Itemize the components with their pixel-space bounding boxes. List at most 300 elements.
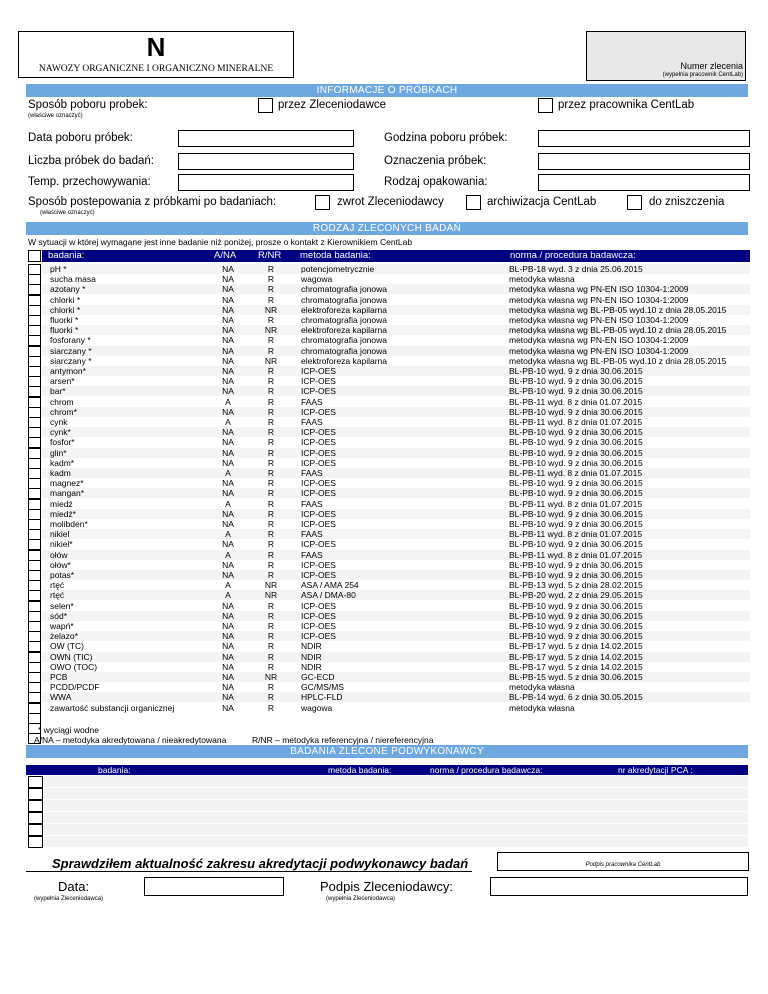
cell-method: FAAS <box>301 468 323 478</box>
cell-norm: metodyka własna <box>509 702 575 713</box>
cell-test: cynk <box>50 417 68 427</box>
cell-test: PCB <box>50 672 68 682</box>
sampling-time-field[interactable] <box>538 130 750 147</box>
sample-count-label: Liczba próbek do badań: <box>28 155 154 167</box>
cell-method: wagowa <box>301 702 333 713</box>
subcontract-row[interactable] <box>44 824 748 835</box>
staff-signature-note: Podpis pracownika CentLab <box>585 862 661 868</box>
cell-ana: NA <box>222 478 234 489</box>
table-row <box>42 488 750 498</box>
subcontract-checkbox[interactable] <box>28 800 43 812</box>
cell-ana: NA <box>222 559 234 570</box>
cell-ana: NA <box>222 386 234 397</box>
cell-method: NDIR <box>301 651 322 662</box>
cell-norm: metodyka własna <box>509 274 575 285</box>
date-note: (wypełnia Zleceniodawca) <box>34 896 104 902</box>
cell-norm: BL-PB-11 wyd. 8 z dnia 01.07.2015 <box>509 529 643 540</box>
cell-norm: BL-PB-10 wyd. 9 z dnia 30.06.2015 <box>509 457 643 468</box>
subcontract-checkbox[interactable] <box>28 824 43 836</box>
table-row <box>42 601 750 611</box>
cell-method: ASA / AMA 254 <box>301 580 359 591</box>
cell-test: chlorki * <box>50 304 81 315</box>
table-row <box>42 468 750 478</box>
cell-norm: BL-PB-11 wyd. 8 z dnia 01.07.2015 <box>509 468 643 478</box>
cell-test: miedź* <box>50 508 76 519</box>
cell-norm: BL-PB-10 wyd. 9 z dnia 30.06.2015 <box>509 519 643 529</box>
cell-method: ICP-OES <box>301 386 336 397</box>
cell-norm: BL-PB-11 wyd. 8 z dnia 01.07.2015 <box>509 417 643 427</box>
signature-label: Podpis Zleceniodawcy: <box>320 879 453 894</box>
cell-test: sód* <box>50 610 68 621</box>
cell-rnr: R <box>267 335 275 346</box>
cell-test: sucha masa <box>50 274 96 285</box>
sub-header-norm: norma / procedura badawcza: <box>430 765 543 775</box>
form-title: NAWOZY ORGANICZNE I ORGANICZNO MINERALNE <box>38 64 274 74</box>
cell-rnr: R <box>267 478 275 489</box>
table-row <box>42 458 750 468</box>
subcontract-checkbox[interactable] <box>28 812 43 824</box>
cell-test: glin* <box>50 447 67 458</box>
cell-rnr: R <box>267 631 275 642</box>
cell-ana: A <box>225 396 231 407</box>
cell-norm: BL-PB-15 wyd. 5 z dnia 30.06.2015 <box>509 672 643 682</box>
cell-ana: NA <box>222 274 234 285</box>
client-sampling-label: przez Zleceniodawce <box>278 99 387 111</box>
signature-field[interactable] <box>490 877 748 896</box>
cell-norm: BL-PB-13 wyd. 5 z dnia 28.02.2015 <box>509 580 643 591</box>
cell-test: siarczany * <box>50 355 92 366</box>
cell-method: chromatografia jonowa <box>301 335 387 346</box>
table-row <box>42 366 750 376</box>
cell-ana: NA <box>222 661 234 672</box>
cell-method: FAAS <box>301 417 323 427</box>
cell-norm: BL-PB-10 wyd. 9 z dnia 30.06.2015 <box>509 539 643 550</box>
cell-ana: NA <box>222 325 234 336</box>
cell-norm: metodyka własna wg BL-PB-05 wyd.10 z dnia 28.05.2015 <box>509 304 727 315</box>
cell-ana: A <box>225 498 231 509</box>
cell-method: ICP-OES <box>301 600 336 611</box>
sampling-method-label: Sposób poboru probek: <box>28 99 148 111</box>
cell-ana: A <box>225 417 231 427</box>
cell-rnr: NR <box>264 325 278 336</box>
cell-rnr: R <box>267 549 275 560</box>
cell-ana: NA <box>222 345 234 356</box>
cell-test: azotany * <box>50 284 86 295</box>
cell-rnr: R <box>267 570 275 580</box>
cell-ana: NA <box>222 457 234 468</box>
tests-table-header <box>42 250 750 262</box>
cell-method: ICP-OES <box>301 427 336 438</box>
header-test: badania: <box>48 250 85 261</box>
cell-rnr: NR <box>264 672 278 682</box>
cell-method: ICP-OES <box>301 447 336 458</box>
cell-rnr: R <box>267 427 275 438</box>
cell-ana: NA <box>222 539 234 550</box>
cell-rnr: NR <box>264 590 278 601</box>
cell-norm: BL-PB-11 wyd. 8 z dnia 01.07.2015 <box>509 396 643 407</box>
footnote-rnr: R/NR – metodyka referencyjna / niereferencyjna <box>252 735 434 745</box>
table-row <box>42 274 750 284</box>
cell-ana: NA <box>222 427 234 438</box>
table-row <box>42 560 750 570</box>
cell-test: chlorki * <box>50 294 81 305</box>
table-row <box>42 437 750 447</box>
cell-ana: NA <box>222 437 234 448</box>
cell-test: żelazo* <box>50 631 78 642</box>
cell-test: arsen* <box>50 376 75 387</box>
cell-rnr: R <box>267 406 275 417</box>
cell-method: ICP-OES <box>301 437 336 448</box>
cell-norm: metodyka własna wg PN-EN ISO 10304-1:2009 <box>509 284 689 295</box>
sample-marks-field[interactable] <box>538 153 750 170</box>
cell-method: FAAS <box>301 396 323 407</box>
cell-test: chrom* <box>50 406 77 417</box>
cell-norm: metodyka własna <box>509 682 575 693</box>
cell-ana: NA <box>222 447 234 458</box>
table-row <box>42 397 750 407</box>
header-ana: A/NA <box>214 250 237 261</box>
table-row <box>42 448 750 458</box>
cell-norm: BL-PB-10 wyd. 9 z dnia 30.06.2015 <box>509 376 643 387</box>
cell-test: OW (TC) <box>50 641 84 652</box>
cell-rnr: R <box>267 457 275 468</box>
cell-method: FAAS <box>301 529 323 540</box>
cell-method: elektroforeza kapilarna <box>301 325 387 336</box>
header-method: metoda badania: <box>300 250 371 261</box>
cell-ana: NA <box>222 702 234 713</box>
cell-method: ICP-OES <box>301 559 336 570</box>
cell-norm: BL-PB-10 wyd. 9 z dnia 30.06.2015 <box>509 488 643 499</box>
return-label: zwrot Zleceniodawcy <box>337 196 444 208</box>
cell-rnr: R <box>267 519 275 529</box>
table-row <box>42 478 750 488</box>
cell-norm: BL-PB-10 wyd. 9 z dnia 30.06.2015 <box>509 600 643 611</box>
cell-rnr: R <box>267 600 275 611</box>
cell-ana: NA <box>222 376 234 387</box>
signature-note: (wypełnia Zleceniodawca) <box>326 896 396 902</box>
table-row <box>42 611 750 621</box>
cell-norm: BL-PB-14 wyd. 6 z dnia 30.05.2015 <box>509 692 643 703</box>
table-row <box>42 386 750 396</box>
cell-method: ICP-OES <box>301 508 336 519</box>
staff-sampling-checkbox[interactable] <box>538 98 553 113</box>
table-row <box>42 499 750 509</box>
cell-rnr: R <box>267 508 275 519</box>
cell-norm: metodyka własna wg BL-PB-05 wyd.10 z dnia 28.05.2015 <box>509 355 727 366</box>
cell-rnr: NR <box>264 580 278 591</box>
cell-norm: BL-PB-10 wyd. 9 z dnia 30.06.2015 <box>509 508 643 519</box>
cell-method: ICP-OES <box>301 519 336 529</box>
cell-norm: BL-PB-17 wyd. 5 z dnia 14.02.2015 <box>509 661 643 672</box>
cell-method: ICP-OES <box>301 488 336 499</box>
cell-test: kadm* <box>50 457 75 468</box>
cell-norm: BL-PB-10 wyd. 9 z dnia 30.06.2015 <box>509 478 643 489</box>
subcontract-row[interactable] <box>44 788 748 799</box>
cell-test: rtęć <box>50 590 65 601</box>
cell-method: HPLC-FLD <box>301 692 343 703</box>
cell-rnr: R <box>267 417 275 427</box>
cell-rnr: R <box>267 264 275 274</box>
cell-test: PCDD/PCDF <box>50 682 100 693</box>
cell-test: molibden* <box>50 519 88 529</box>
cell-method: ICP-OES <box>301 621 336 631</box>
subcontract-table-header <box>26 765 748 775</box>
table-row <box>42 529 750 539</box>
cell-method: NDIR <box>301 641 322 652</box>
cell-ana: A <box>225 549 231 560</box>
cell-ana: NA <box>222 519 234 529</box>
staff-sampling-label: przez pracownika CentLab <box>558 99 695 111</box>
cell-rnr: R <box>267 315 275 325</box>
cell-test: magnez* <box>50 478 84 489</box>
cell-ana: NA <box>222 406 234 417</box>
table-row <box>42 550 750 560</box>
cell-rnr: R <box>267 682 275 693</box>
archive-label: archiwizacja CentLab <box>487 196 597 208</box>
cell-method: ICP-OES <box>301 376 336 387</box>
table-row <box>42 427 750 437</box>
destroy-label: do zniszczenia <box>649 196 725 208</box>
cell-norm: BL-PB-11 wyd. 8 z dnia 01.07.2015 <box>509 498 643 509</box>
cell-rnr: R <box>267 498 275 509</box>
cell-test: nikiel <box>50 529 70 540</box>
cell-norm: BL-PB-10 wyd. 9 z dnia 30.06.2015 <box>509 610 643 621</box>
cell-ana: NA <box>222 264 234 274</box>
cell-norm: BL-PB-20 wyd. 2 z dnia 29.05.2015 <box>509 590 643 601</box>
cell-method: FAAS <box>301 549 323 560</box>
cell-test: pH * <box>50 264 67 274</box>
cell-ana: NA <box>222 570 234 580</box>
cell-norm: BL-PB-10 wyd. 9 z dnia 30.06.2015 <box>509 386 643 397</box>
cell-method: ICP-OES <box>301 457 336 468</box>
verify-text: Sprawdziłem aktualność zakresu akredytacji podwykonawcy badań <box>52 856 469 871</box>
cell-rnr: R <box>267 376 275 387</box>
cell-ana: NA <box>222 315 234 325</box>
cell-ana: NA <box>222 631 234 642</box>
archive-checkbox[interactable] <box>466 195 481 210</box>
cell-rnr: R <box>267 437 275 448</box>
header-norm: norma / procedura badawcza: <box>510 250 636 261</box>
cell-rnr: R <box>267 702 275 713</box>
cell-rnr: R <box>267 274 275 285</box>
sub-header-pca: nr akredytacji PCA : <box>618 765 693 775</box>
cell-ana: NA <box>222 366 234 376</box>
table-row <box>42 590 750 600</box>
table-row <box>42 621 750 631</box>
cell-method: chromatografia jonowa <box>301 315 387 325</box>
cell-norm: BL-PB-11 wyd. 8 z dnia 01.07.2015 <box>509 549 643 560</box>
cell-rnr: R <box>267 386 275 397</box>
cell-method: potencjometrycznie <box>301 264 375 274</box>
cell-test: OWN (TIC) <box>50 651 93 662</box>
cell-norm: BL-PB-10 wyd. 9 z dnia 30.06.2015 <box>509 366 643 376</box>
cell-test: siarczany * <box>50 345 92 356</box>
cell-method: NDIR <box>301 661 322 672</box>
table-row <box>42 407 750 417</box>
cell-test: wapń* <box>50 621 74 631</box>
client-sampling-checkbox[interactable] <box>258 98 273 113</box>
table-row <box>42 539 750 549</box>
sub-header-method: metoda badania: <box>328 765 392 775</box>
verify-box <box>26 852 472 872</box>
cell-rnr: R <box>267 539 275 550</box>
cell-norm: BL-PB-17 wyd. 5 z dnia 14.02.2015 <box>509 651 643 662</box>
cell-ana: NA <box>222 488 234 499</box>
sampling-method-note: (właściwe oznaczyć) <box>28 113 83 119</box>
cell-rnr: R <box>267 559 275 570</box>
table-row <box>42 692 750 702</box>
cell-norm: BL-PB-10 wyd. 9 z dnia 30.06.2015 <box>509 406 643 417</box>
cell-rnr: R <box>267 447 275 458</box>
cell-test: cynk* <box>50 427 71 438</box>
cell-rnr: R <box>267 529 275 540</box>
table-row <box>42 417 750 427</box>
cell-rnr: NR <box>264 304 278 315</box>
table-row <box>42 580 750 590</box>
sample-count-field[interactable] <box>178 153 354 170</box>
cell-rnr: R <box>267 284 275 295</box>
cell-norm: metodyka własna wg PN-EN ISO 10304-1:2009 <box>509 345 689 356</box>
cell-rnr: R <box>267 641 275 652</box>
cell-norm: metodyka własna wg BL-PB-05 wyd.10 z dnia 28.05.2015 <box>509 325 727 336</box>
footnote-ana: A/NA – metodyka akredytowana / nieakredytowana <box>34 735 227 745</box>
cell-test: antymon* <box>50 366 86 376</box>
cell-test: fosforany * <box>50 335 91 346</box>
table-row <box>42 672 750 682</box>
cell-rnr: R <box>267 294 275 305</box>
cell-method: FAAS <box>301 498 323 509</box>
cell-norm: BL-PB-10 wyd. 9 z dnia 30.06.2015 <box>509 447 643 458</box>
destroy-checkbox[interactable] <box>627 195 642 210</box>
table-row <box>42 641 750 651</box>
table-row <box>42 631 750 641</box>
cell-norm: metodyka własna wg PN-EN ISO 10304-1:2009 <box>509 315 689 325</box>
subcontract-checkbox[interactable] <box>28 836 43 848</box>
header-rnr: R/NR <box>258 250 282 261</box>
cell-test: nikiel* <box>50 539 73 550</box>
cell-method: ICP-OES <box>301 539 336 550</box>
date-field[interactable] <box>144 877 284 896</box>
cell-rnr: R <box>267 692 275 703</box>
cell-test: rtęć <box>50 580 65 591</box>
cell-norm: BL-PB-10 wyd. 9 z dnia 30.06.2015 <box>509 570 643 580</box>
cell-test: OWO (TOC) <box>50 661 98 672</box>
subcontract-row[interactable] <box>44 836 748 847</box>
date-label: Data: <box>58 879 90 894</box>
cell-method: ICP-OES <box>301 406 336 417</box>
subcontract-header: BADANIA ZLECONE PODWYKONAWCY <box>26 745 748 758</box>
cell-test: bar* <box>50 386 66 397</box>
cell-method: elektroforeza kapilarna <box>301 355 387 366</box>
cell-norm: BL-PB-10 wyd. 9 z dnia 30.06.2015 <box>509 559 643 570</box>
cell-norm: BL-PB-10 wyd. 9 z dnia 30.06.2015 <box>509 437 643 448</box>
cell-test: zawartość substancji organicznej <box>50 702 175 713</box>
subcontract-checkbox[interactable] <box>28 788 43 800</box>
cell-method: chromatografia jonowa <box>301 294 387 305</box>
cell-test: potas* <box>50 570 75 580</box>
cell-ana: NA <box>222 621 234 631</box>
cell-rnr: R <box>267 396 275 407</box>
subcontract-checkbox[interactable] <box>28 776 43 788</box>
form-letter: N <box>146 32 166 62</box>
cell-method: elektroforeza kapilarna <box>301 304 387 315</box>
cell-norm: BL-PB-10 wyd. 9 z dnia 30.06.2015 <box>509 631 643 642</box>
sample-info-header: INFORMACJE O PRÓBKACH <box>26 84 748 97</box>
cell-test: WWA <box>50 692 72 703</box>
cell-method: GC/MS/MS <box>301 682 344 693</box>
cell-rnr: NR <box>264 355 278 366</box>
cell-ana: NA <box>222 304 234 315</box>
storage-temp-field[interactable] <box>178 174 354 191</box>
cell-ana: NA <box>222 600 234 611</box>
cell-rnr: R <box>267 366 275 376</box>
order-number-note: (wypełnia pracownik CentLab) <box>662 72 743 78</box>
cell-ana: A <box>225 590 231 601</box>
cell-norm: BL-PB-10 wyd. 9 z dnia 30.06.2015 <box>509 621 643 631</box>
cell-rnr: R <box>267 621 275 631</box>
sampling-date-field[interactable] <box>178 130 354 147</box>
table-row <box>42 570 750 580</box>
cell-ana: A <box>225 529 231 540</box>
tests-note: W sytuacji w której wymagane jest inne badanie niż poniżej, prosze o kontakt z Kierownikiem CentLab <box>28 237 413 247</box>
cell-rnr: R <box>267 651 275 662</box>
cell-method: chromatografia jonowa <box>301 345 387 356</box>
table-row <box>42 662 750 672</box>
cell-rnr: R <box>267 610 275 621</box>
cell-ana: NA <box>222 335 234 346</box>
cell-rnr: R <box>267 345 275 356</box>
cell-method: ASA / DMA-80 <box>301 590 356 601</box>
tests-header-checkbox <box>28 250 41 262</box>
table-row <box>42 652 750 662</box>
cell-ana: NA <box>222 284 234 295</box>
cell-rnr: R <box>267 488 275 499</box>
cell-rnr: R <box>267 661 275 672</box>
cell-test: mangan* <box>50 488 85 499</box>
subcontract-row[interactable] <box>44 800 748 811</box>
cell-method: ICP-OES <box>301 366 336 376</box>
cell-method: ICP-OES <box>301 478 336 489</box>
cell-ana: A <box>225 468 231 478</box>
subcontract-row[interactable] <box>44 776 748 787</box>
packaging-field[interactable] <box>538 174 750 191</box>
table-row <box>42 519 750 529</box>
table-row <box>42 682 750 692</box>
storage-temp-label: Temp. przechowywania: <box>28 176 151 188</box>
cell-test: miedź <box>50 498 73 509</box>
cell-test: fluorki * <box>50 325 79 336</box>
cell-ana: NA <box>222 610 234 621</box>
cell-method: ICP-OES <box>301 631 336 642</box>
cell-method: ICP-OES <box>301 610 336 621</box>
tests-header: RODZAJ ZLECONYCH BADAŃ <box>26 222 748 235</box>
return-checkbox[interactable] <box>315 195 330 210</box>
cell-norm: metodyka własna wg PN-EN ISO 10304-1:2009 <box>509 335 689 346</box>
cell-ana: NA <box>222 355 234 366</box>
cell-method: GC-ECD <box>301 672 335 682</box>
cell-norm: BL-PB-17 wyd. 5 z dnia 14.02.2015 <box>509 641 643 652</box>
subcontract-row[interactable] <box>44 812 748 823</box>
cell-ana: NA <box>222 641 234 652</box>
cell-test: selen* <box>50 600 74 611</box>
packaging-label: Rodzaj opakowania: <box>384 176 488 188</box>
cell-norm: BL-PB-18 wyd. 3 z dnia 25.06.2015 <box>509 264 643 274</box>
cell-rnr: R <box>267 468 275 478</box>
cell-method: chromatografia jonowa <box>301 284 387 295</box>
cell-test: ołów <box>50 549 68 560</box>
sub-header-test: badania: <box>98 765 131 775</box>
cell-test: fosfor* <box>50 437 75 448</box>
